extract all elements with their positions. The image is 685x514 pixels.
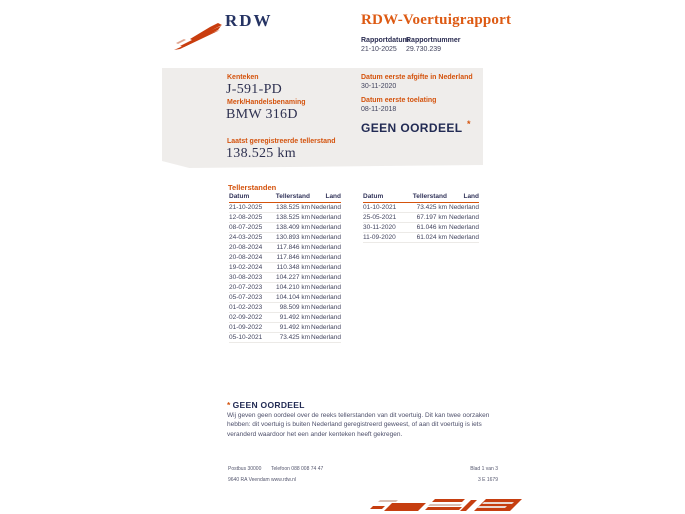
table-cell: Nederland xyxy=(311,244,341,251)
page-title: RDW-Voertuigrapport xyxy=(361,12,512,28)
table-cell: Nederland xyxy=(311,224,341,231)
report-date-label: Rapportdatum xyxy=(361,37,409,44)
report-date-value: 21-10-2025 xyxy=(361,46,397,53)
rdw-flag-logo-icon xyxy=(174,19,224,51)
table-cell: Nederland xyxy=(311,264,341,271)
column-header: Tellerstand xyxy=(273,192,310,203)
table-cell: 104.104 km xyxy=(273,293,310,303)
column-header: Tellerstand xyxy=(407,192,447,203)
table-cell: Nederland xyxy=(311,334,341,341)
table-cell: Nederland xyxy=(311,304,341,311)
table-cell: Nederland xyxy=(311,314,341,321)
eerste-afgifte-label: Datum eerste afgifte in Nederland xyxy=(361,74,473,81)
table-row xyxy=(229,303,341,313)
footer-paging xyxy=(470,464,498,486)
footnote-body: Wij geven geen oordeel over de reeks tellerstanden van dit voertuig. Dit kan twee oorzaken hebben: dit voertuig is buiten Nederland geregistreerd geweest, of aan dit voertuig is iets veranderd waardoor het een ander kenteken heeft gekregen. xyxy=(227,412,490,438)
column-header: Land xyxy=(310,192,341,203)
table-row xyxy=(229,313,341,323)
table-row xyxy=(229,223,341,233)
table-cell: 91.492 km xyxy=(273,313,310,323)
table-cell: Nederland xyxy=(449,214,479,221)
table-cell: 11-09-2020 xyxy=(363,233,407,243)
table-cell: 05-07-2023 xyxy=(229,293,273,303)
table-cell: Nederland xyxy=(311,254,341,261)
table-cell: Nederland xyxy=(449,224,479,231)
table-cell: Nederland xyxy=(311,294,341,301)
tellerstanden-table-left xyxy=(229,192,341,343)
report-page xyxy=(160,0,525,514)
laatste-tellerstand-value: 138.525 km xyxy=(226,146,296,161)
column-header: Datum xyxy=(229,192,273,203)
table-row xyxy=(229,323,341,333)
column-header: Datum xyxy=(363,192,407,203)
table-cell: 19-02-2024 xyxy=(229,263,273,273)
table-cell: 91.492 km xyxy=(273,323,310,333)
table-cell: 01-10-2021 xyxy=(363,203,407,213)
table-cell: 61.046 km xyxy=(407,223,447,233)
tellerstanden-section-title: Tellerstanden xyxy=(228,183,277,192)
footnote-marker: * xyxy=(227,400,231,410)
report-number-value: 29.730.239 xyxy=(406,46,442,53)
oordeel-status: GEEN OORDEEL xyxy=(361,121,463,135)
footer-website[interactable]: www.rdw.nl xyxy=(271,477,297,483)
table-cell: 138.409 km xyxy=(273,223,310,233)
vehicle-summary-box xyxy=(162,68,483,168)
column-header: Land xyxy=(447,192,479,203)
footer-contact xyxy=(271,464,323,486)
table-cell: 21-10-2025 xyxy=(229,203,273,213)
table-cell: Nederland xyxy=(311,204,341,211)
table-cell: 02-09-2022 xyxy=(229,313,273,323)
table-cell: 01-02-2023 xyxy=(229,303,273,313)
table-row xyxy=(229,233,341,243)
table-cell: 05-10-2021 xyxy=(229,333,273,343)
table-row xyxy=(363,233,479,243)
table-cell: Nederland xyxy=(311,214,341,221)
table-cell: 130.893 km xyxy=(273,233,310,243)
table-cell: Nederland xyxy=(311,234,341,241)
table-cell: 98.509 km xyxy=(273,303,310,313)
footer-address-line1: Postbus 30000 xyxy=(228,466,262,472)
table-row xyxy=(229,333,341,343)
table-cell: 104.227 km xyxy=(273,273,310,283)
table-cell: 24-03-2025 xyxy=(229,233,273,243)
table-cell: 20-08-2024 xyxy=(229,243,273,253)
eerste-afgifte-value: 30-11-2020 xyxy=(361,83,397,90)
merk-value: BMW 316D xyxy=(226,107,298,122)
table-row xyxy=(229,283,341,293)
table-cell: 110.348 km xyxy=(273,263,310,273)
table-cell: Nederland xyxy=(311,284,341,291)
rdw-wordmark: RDW xyxy=(225,11,273,30)
table-cell: 25-05-2021 xyxy=(363,213,407,223)
eerste-toelating-label: Datum eerste toelating xyxy=(361,97,437,104)
footnote-title-text: GEEN OORDEEL xyxy=(232,400,305,410)
table-cell: 20-08-2024 xyxy=(229,253,273,263)
rdw-stripes-logo-icon xyxy=(370,496,525,514)
oordeel-footnote-marker: * xyxy=(467,119,471,129)
table-cell: 67.197 km xyxy=(407,213,447,223)
footer-phone: Telefoon 088 008 74 47 xyxy=(271,466,324,472)
table-cell: 138.525 km xyxy=(273,213,310,223)
table-cell: Nederland xyxy=(311,324,341,331)
table-row xyxy=(229,203,341,213)
report-number-label: Rapportnummer xyxy=(406,37,461,44)
table-cell: 104.210 km xyxy=(273,283,310,293)
table-cell: 30-11-2020 xyxy=(363,223,407,233)
table-row xyxy=(229,273,341,283)
merk-label: Merk/Handelsbenaming xyxy=(227,99,306,106)
table-cell: 73.425 km xyxy=(273,333,310,343)
table-row xyxy=(229,293,341,303)
tellerstanden-table-right xyxy=(363,192,479,243)
table-cell: Nederland xyxy=(449,234,479,241)
table-cell: Nederland xyxy=(311,274,341,281)
table-row xyxy=(229,263,341,273)
laatste-tellerstand-label: Laatst geregistreerde tellerstand xyxy=(227,138,336,145)
table-cell: 138.525 km xyxy=(273,203,310,213)
footnote-title xyxy=(227,400,305,410)
table-row xyxy=(363,203,479,213)
eerste-toelating-value: 08-11-2018 xyxy=(361,106,397,113)
table-cell: 117.846 km xyxy=(273,243,310,253)
table-cell: 12-08-2025 xyxy=(229,213,273,223)
table-row xyxy=(363,223,479,233)
table-cell: 73.425 km xyxy=(407,203,447,213)
table-cell: 61.024 km xyxy=(407,233,447,243)
table-cell: 08-07-2025 xyxy=(229,223,273,233)
kenteken-value: J-591-PD xyxy=(226,82,283,97)
footer-page-number: Blad 1 van 3 xyxy=(470,466,498,472)
table-header-row xyxy=(363,192,479,203)
footer-address xyxy=(228,464,270,486)
table-row xyxy=(229,243,341,253)
table-cell: 20-07-2023 xyxy=(229,283,273,293)
table-cell: Nederland xyxy=(449,204,479,211)
footer-form-code: 3 E 1679 xyxy=(477,477,498,483)
footer-address-line2: 9640 RA Veendam xyxy=(228,477,270,483)
table-header-row xyxy=(229,192,341,203)
table-cell: 30-08-2023 xyxy=(229,273,273,283)
table-row xyxy=(363,213,479,223)
table-cell: 01-09-2022 xyxy=(229,323,273,333)
table-row xyxy=(229,253,341,263)
kenteken-label: Kenteken xyxy=(227,74,259,81)
table-cell: 117.846 km xyxy=(273,253,310,263)
table-row xyxy=(229,213,341,223)
